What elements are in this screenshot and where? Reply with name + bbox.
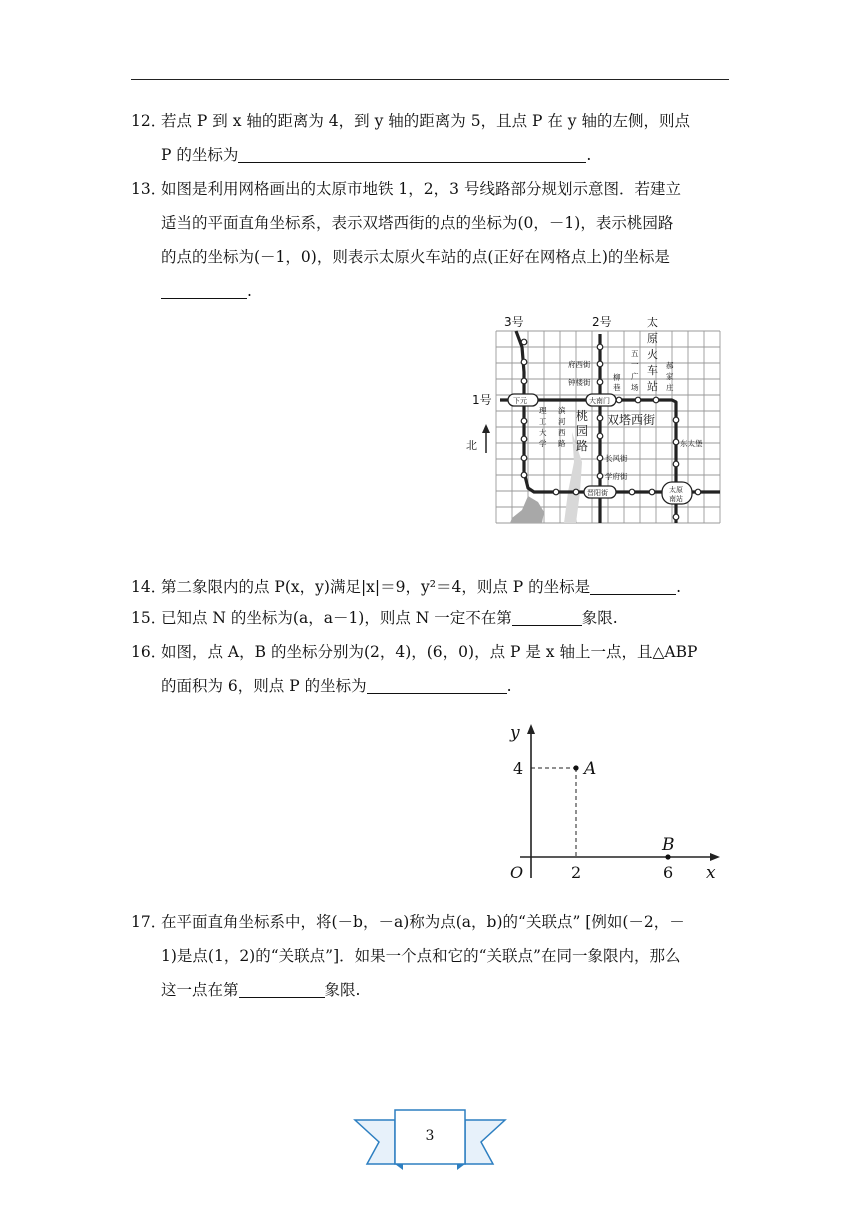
question-15 <box>131 601 731 635</box>
question-13 <box>131 172 731 308</box>
station-label-shuangta: 双塔西街 <box>607 413 656 427</box>
question-text: 象限. <box>324 981 361 999</box>
answer-blank[interactable] <box>239 979 325 998</box>
question-text: P 的坐标为 <box>161 146 239 164</box>
answer-blank[interactable] <box>590 576 676 595</box>
station-label-daximen: 大南门 <box>589 397 610 405</box>
question-number: 14． <box>131 578 167 596</box>
station-label-ligong-2: 工 <box>539 417 547 426</box>
question-text: 若点 P 到 x 轴的距离为 4，到 y 轴的距离为 5，且点 P 在 y 轴的左侧，则点 <box>161 112 690 130</box>
answer-blank[interactable] <box>161 280 247 299</box>
tick-label-x6: 6 <box>663 863 674 882</box>
station-label-dongtaibao: 东太堡 <box>680 439 703 448</box>
header-rule <box>131 79 729 80</box>
coordinate-figure <box>498 718 728 888</box>
station-label-taiyuannan-1: 太原 <box>669 486 683 494</box>
period: . <box>247 282 252 300</box>
station-label-wuyi-2: 一 <box>631 360 639 369</box>
question-text: 如图是利用网格画出的太原市地铁 1，2，3 号线路部分规划示意图．若建立 <box>161 180 681 198</box>
station-label-haojia-1: 郝 <box>666 361 674 370</box>
y-axis-label: y <box>510 723 520 743</box>
station-label-huochezhan-3: 火 <box>647 348 658 361</box>
station-label-ligong-3: 大 <box>539 428 547 437</box>
station-label-xuefu: 学府街 <box>605 472 628 481</box>
line-1-label: 1号 <box>472 393 492 407</box>
metro-map-figure <box>466 312 722 528</box>
period: . <box>586 146 592 164</box>
point-a <box>573 765 578 770</box>
question-17 <box>131 905 731 1007</box>
answer-blank[interactable] <box>512 607 582 626</box>
station-label-liuxiang-1: 柳 <box>613 373 621 382</box>
origin-label: O <box>510 863 524 882</box>
station-label-ligong-4: 学 <box>539 439 547 448</box>
river-shape <box>510 496 544 523</box>
question-text: 如图，点 A，B 的坐标分别为(2，4)，(6，0)，点 P 是 x 轴上一点，且△ABP <box>161 643 698 661</box>
y-axis-arrow-icon <box>527 724 535 734</box>
tick-label-y4: 4 <box>513 759 524 778</box>
station-label-binhe-4: 路 <box>558 439 566 448</box>
tick-label-x2: 2 <box>571 863 582 882</box>
station-label-fuxijie: 府西街 <box>568 360 591 369</box>
station-label-huochezhan-5: 站 <box>647 380 658 393</box>
question-text: 适当的平面直角坐标系，表示双塔西街的点的坐标为(0，－1)，表示桃园路 <box>161 214 674 232</box>
page-number-ribbon <box>355 1102 505 1174</box>
question-number: 17． <box>131 913 167 931</box>
point-b <box>665 854 670 859</box>
question-text: 1)是点(1，2)的“关联点”]．如果一个点和它的“关联点”在同一象限内，那么 <box>161 947 681 965</box>
station-label-huochezhan-1: 太 <box>647 316 658 329</box>
question-text: 已知点 N 的坐标为(a，a－1)，则点 N 一定不在第 <box>161 609 512 627</box>
station-label-wuyi-1: 五 <box>631 349 639 358</box>
station-label-binhe-1: 滨 <box>558 406 566 415</box>
station-label-taoyuan-2: 园 <box>576 424 589 438</box>
question-text: 的面积为 6，则点 P 的坐标为 <box>161 677 367 695</box>
point-a-label: A <box>584 759 597 779</box>
station-label-liuxiang-2: 巷 <box>613 383 621 392</box>
station-label-zhonglou: 钟楼街 <box>568 378 591 387</box>
page-number: 3 <box>425 1128 435 1144</box>
question-text: 的点的坐标为(－1，0)，则表示太原火车站的点(正好在网格点上)的坐标是 <box>161 248 670 266</box>
question-text: 象限. <box>581 609 618 627</box>
period: . <box>676 578 682 596</box>
answer-blank[interactable] <box>238 144 586 163</box>
question-number: 16． <box>131 643 167 661</box>
station-label-huochezhan-2: 原 <box>647 332 658 345</box>
period: . <box>506 677 512 695</box>
station-label-wuyi-3: 广 <box>631 372 639 381</box>
station-label-binhe-2: 河 <box>558 417 566 426</box>
question-12 <box>131 104 731 172</box>
question-16 <box>131 635 731 703</box>
station-label-taoyuan-1: 桃 <box>576 409 589 423</box>
station-label-huochezhan-4: 车 <box>647 364 658 377</box>
question-number: 15． <box>131 609 167 627</box>
north-label: 北 <box>466 439 477 452</box>
question-text: 第二象限内的点 P(x，y)满足|x|＝9，y²＝4，则点 P 的坐标是 <box>161 578 591 596</box>
station-label-taoyuan-3: 路 <box>576 439 589 453</box>
x-axis-label: x <box>706 863 716 883</box>
station-label-jinyang: 晋阳街 <box>587 489 608 497</box>
station-label-changfeng: 长风街 <box>605 454 628 463</box>
station-label-wuyi-4: 场 <box>631 383 639 392</box>
point-b-label: B <box>662 835 675 855</box>
station-label-xiayuan: 下元 <box>513 397 527 405</box>
question-text: 在平面直角坐标系中，将(－b，－a)称为点(a，b)的“关联点” [例如(－2，－ <box>161 913 685 931</box>
line-3-label: 3号 <box>504 315 524 329</box>
x-axis-arrow-icon <box>710 853 720 861</box>
station-label-ligong-1: 理 <box>539 406 547 415</box>
answer-blank[interactable] <box>367 675 507 694</box>
question-number: 13． <box>131 180 167 198</box>
line-2-label: 2号 <box>592 315 612 329</box>
question-14 <box>131 570 731 604</box>
station-label-taiyuannan-2: 南站 <box>669 495 683 503</box>
station-label-haojia-2: 家 <box>666 372 674 381</box>
question-number: 12． <box>131 112 167 130</box>
station-label-binhe-3: 西 <box>558 428 566 437</box>
station-label-haojia-3: 庄 <box>666 383 674 392</box>
north-arrow-icon <box>482 424 490 453</box>
question-text: 这一点在第 <box>161 981 239 999</box>
